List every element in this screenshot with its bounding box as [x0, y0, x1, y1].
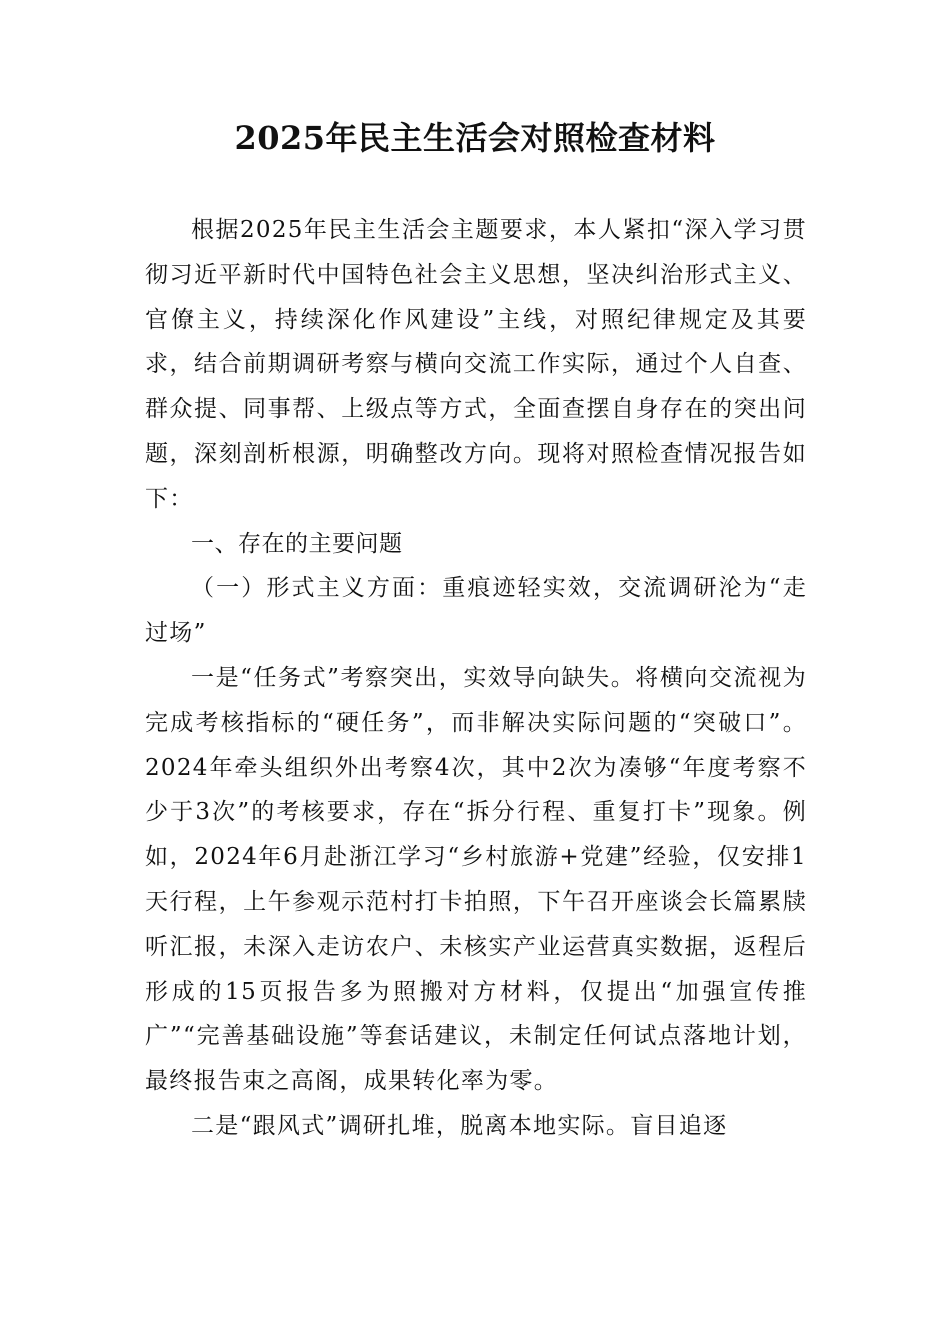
section-heading-main-problems: 一、存在的主要问题	[191, 530, 403, 557]
body-paragraph-1: 一是“任务式”考察突出，实效导向缺失。将横向交流视为完成考核指标的“硬任务”，而非解决实际问题的“突破口”。2024年牵头组织外出考察4次，其中2次为凑够“年度考察不少于3次”的考核要求，存在“拆分行程、重复打卡”现象。例如，2024年6月赴浙江学习“乡村旅游+党建”经验，仅安排1天行程，上午参观示范村打卡拍照，下午召开座谈会长篇累牍听汇报，未深入走访农户、未核实产业运营真实数据，返程后形成的15页报告多为照搬对方材料，仅提出“加强宣传推广”“完善基础设施”等套话建议，未制定任何试点落地计划，最终报告束之高阁，成果转化率为零。	[145, 664, 807, 1095]
intro-paragraph: 根据2025年民主生活会主题要求，本人紧扣“深入学习贯彻习近平新时代中国特色社会主义思想，坚决纠治形式主义、官僚主义，持续深化作风建设”主线，对照纪律规定及其要求，结合前期调研考察与横向交流工作实际，通过个人自查、群众提、同事帮、上级点等方式，全面查摆自身存在的突出问题，深刻剖析根源，明确整改方向。现将对照检查情况报告如下：	[145, 217, 807, 512]
subsection-heading-formalism: （一）形式主义方面：重痕迹轻实效，交流调研沦为“走过场”	[145, 575, 807, 647]
document-title: 2025年民主生活会对照检查材料	[234, 119, 716, 157]
body-paragraph-2: 二是“跟风式”调研扎堆，脱离本地实际。盲目追逐	[191, 1112, 728, 1139]
document-body	[145, 208, 807, 1149]
